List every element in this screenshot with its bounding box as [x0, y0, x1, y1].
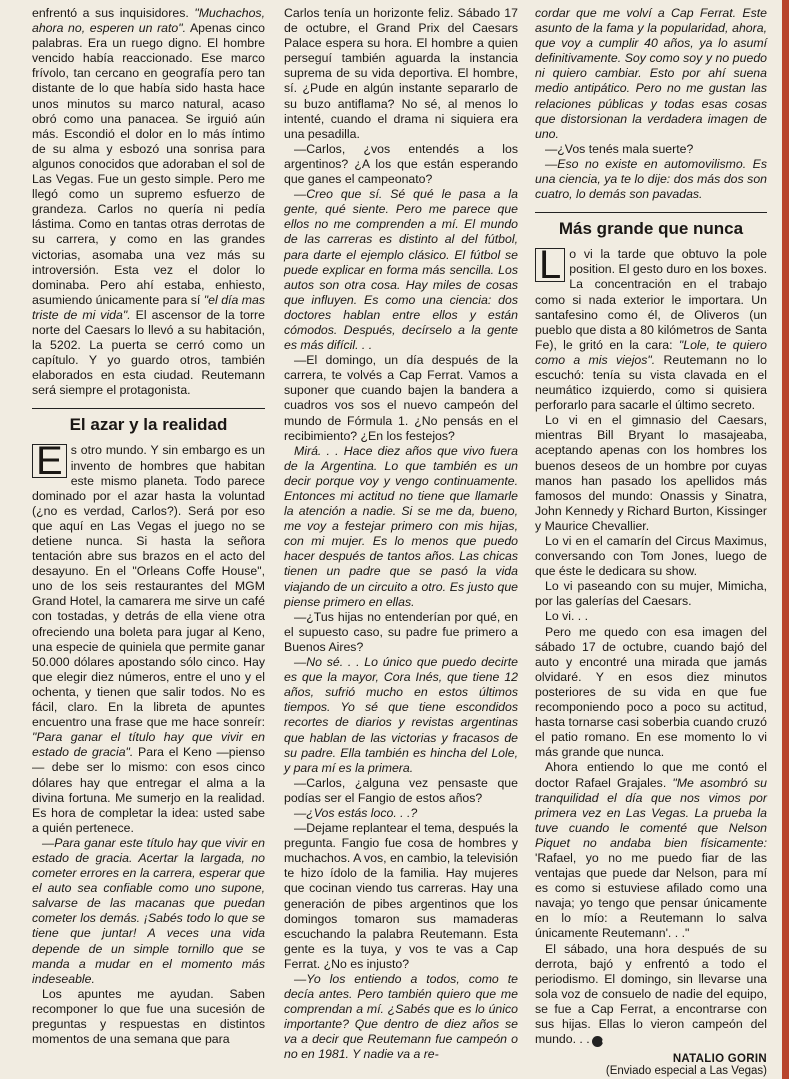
paragraph: L o vi la tarde que obtuvo la pole position. El gesto duro en los boxes. La concentración en el trabajo como si nada exterior le importara. Un santafesino como él, de Oliveros (un pueblo que dista a 80 kilómetros de Santa Fe), le gritó en la cara: "Lole, te quiero como a mis viejos". Reutemann no lo escuchó: tenía su vista clavada en el neumático izquierdo, como si quisiera perforarlo para sacarle el último secreto.: [535, 243, 767, 413]
paragraph: Lo vi en el camarín del Circus Maximus, conversando con Tom Jones, luego de que éste le dedicara su show.: [535, 534, 767, 579]
paragraph: Mirá. . . Hace diez años que vivo fuera de la Argentina. Lo que también es un decir porque voy y vengo continuamente. Entonces mi actitud no tiene que llamarle la atención a nadie. Si se me da, bueno, me voy a festejar primero con mis hijas, con mi mujer. Es lo menos que puedo hacer después de tantos años. Las chicas tienen un padre que se pasó la vida viajando de un circuito a otro. Es justo que piense primero en ellas.: [284, 443, 518, 609]
paragraph: Carlos tenía un horizonte feliz. Sábado 17 de octubre, el Grand Prix del Caesars Palace espera su hora. El hombre a quien perseguí también aguarda la instancia suprema de su vida deportiva. El hombre, sí. ¿Pude en algún instante separarlo de su buzo antiflama? No sé, al menos lo intenté, cuando el drama ni siquiera era una pesadilla.: [284, 6, 518, 141]
author-note: (Enviado especial a Las Vegas): [605, 1065, 767, 1078]
column-3-text: [535, 6, 767, 202]
page-edge-bar: [782, 0, 789, 1079]
paragraph: —Para ganar este título hay que vivir en estado de gracia. Acertar la largada, no cometer errores en la carrera, esperar que el auto sea confiable como uno supone, salvarse de las macanas que puedan cometer los demás. ¡Sabés todo lo que se tiene que juntar! A veces una vida depende de un simple tornillo que se manda a mudar en el momento más indeseable.: [32, 835, 265, 986]
column-1-text-b: [32, 439, 265, 1047]
paragraph: —El domingo, un día después de la carrera, te volvés a Cap Ferrat. Vamos a suponer que cuando bajen la bandera a cuadros vos sos el nuevo campeón del mundo de Fórmula 1. ¿No pensás en el recibimiento? ¿En los festejos?: [284, 353, 518, 443]
paragraph: —¿Vos tenés mala suerte?: [545, 141, 694, 156]
paragraph: Lo vi en el gimnasio del Caesars, mientras Bill Bryant lo masajeaba, aceptando apenas con los hombres los buenos deseos de un hombre por cuyas manos han pasado los apellidos más famosos del mundo: Onassis y Sinatra, John Kennedy y Richard Burton, Kissinger y Maurice Chevallier.: [535, 413, 767, 533]
column-2: [284, 6, 518, 1063]
column-3-text-b: [535, 243, 767, 1047]
paragraph: —¿Vos estás loco. . .?: [294, 805, 418, 820]
drop-cap: E: [32, 444, 67, 478]
end-of-article-icon: ✪: [592, 1036, 603, 1047]
section-heading-azar: El azar y la realidad: [32, 408, 265, 435]
column-1-text: [32, 6, 265, 398]
paragraph: —Carlos, ¿vos entendés a los argentinos? ¿A los que están esperando que ganes el campeonato?: [284, 141, 518, 187]
paragraph: cordar que me volví a Cap Ferrat. Este asunto de la fama y la popularidad, ahora, que voy a cumplir 40 años, ya lo asumí definitivamente. Soy como soy y no puedo ni quiero cambiar. Esto por ahí suena medio antipático. Pero no me gustan las relaciones públicas y todas esas cosas que distorsionan la verdadera imagen de uno.: [535, 6, 767, 141]
paragraph: —Eso no existe en automovilismo. Es una ciencia, ya te lo dije: dos más dos son cuatro, lo demás son pavadas.: [535, 156, 767, 202]
paragraph: —No sé. . . Lo único que puedo decirte es que la mayor, Cora Inés, que tiene 12 años, sufrió mucho en estos últimos tiempos. Yo sé que tiene escondidos recortes de diarios y revistas argentinas que hablan de las victorias y fracasos de su padre. Ella también es hincha del Lole, y para mí es la primera.: [284, 655, 518, 775]
paragraph: —¿Tus hijas no entenderían por qué, en el supuesto caso, su padre fue primero a Buenos Aires?: [284, 609, 518, 654]
paragraph: Lo vi. . .: [545, 609, 589, 624]
paragraph: —Dejame replantear el tema, después la pregunta. Fangio fue cosa de hombres y muchachos. A vos, en cambio, la televisión te hizo ídolo de la familia. Hay mujeres que cocinan viendo tus carreras. Hay una generación de pibes argentinos que los domingos tomaron sus mamaderas escuchando la palabra Reutemann. Esta gente es la tuya, y vos te vas a Cap Ferrat. ¿No es injusto?: [284, 821, 518, 971]
paragraph: Lo vi paseando con su mujer, Mimicha, por las galerías del Caesars.: [535, 579, 767, 609]
paragraph: Pero me quedo con esa imagen del sábado 17 de octubre, cuando bajó del auto y encontré una mirada que jamás olvidaré. Y en esos diez minutos posteriores de su vida en que fue recomponiendo poco a poco su actitud, hasta tornarse casi soberbia cuando cruzó el patio romano. En ese momento lo vi más grande que nunca.: [535, 624, 767, 760]
section-heading-mas-grande: Más grande que nunca: [535, 212, 767, 239]
paragraph: —Yo los entiendo a todos, como te decía antes. Pero también quiero que me comprendan a mí. ¿Sabés que es lo único importante? Que dentro de diez años se va a decir que Reutemann fue campeón o no en 1981. Y nadie va a re-: [284, 972, 518, 1062]
column-1: [32, 6, 265, 1047]
paragraph: E s otro mundo. Y sin embargo es un invento de hombres que habitan este mismo planeta. Todo parece dominado por el azar hasta la voluntad (¿no es verdad, Carlos?). Será por eso que aquí en Las Vegas el juego no se detiene nunca. Si hasta la señora tentación abre sus brazos en el acto del desayuno. En el "Orleans Coffe House", uno de los seis restaurantes del MGM Grand Hotel, la camarera me sirve un café con tostadas, y detrás de ella viene otra ofreciendo una boleta para jugar al Keno, una especie de quiniela que permite ganar 50.000 dólares apostando sólo cinco. Hay que elegir diez números, entre el uno y el ochenta, y tienen que salir todos. No es fácil, claro. En la libreta de apuntes encuentro una frase que me hace sonreír: "Para ganar el título hay que vivir en estado de gracia". Para el Keno —pienso— debe ser lo mismo: con esos cinco dólares hay que entregar el alma a la divina fortuna. Me sumerjo en la realidad. Es hora de completar la idea: usted sabe a quién pertenece.: [32, 439, 265, 835]
column-3: [535, 6, 767, 1077]
paragraph: Ahora entiendo lo que me contó el doctor Rafael Grajales. "Me asombró su tranquilidad el día que nos vimos por primera vez en Las Vegas. La prueba la tuve cuando le comenté que Nelson Piquet no andaba bien físicamente: 'Rafael, yo no me puedo fiar de las ventajas que puede dar Nelson, para mí es como si estuviese afilado como una navaja; yo tengo que pensar únicamente en lo mío: a Reutemann lo salva únicamente Reutemann'. . .": [535, 760, 767, 941]
author-byline: NATALIO GORIN: [672, 1053, 767, 1066]
column-2-text: [284, 6, 518, 1063]
drop-cap: L: [535, 248, 565, 282]
paragraph: enfrentó a sus inquisidores. "Muchachos, ahora no, esperen un rato". Apenas cinco palabras. Era un ruego digno. El hombre vencido había reaccionado. Ese marco frívolo, tan cercano en geografía pero tan distante de lo que había sido hasta hace unos minutos su marco natural, acaso obró como una panacea. Se irguió aún más. Escondió el dolor en lo más íntimo de su alma y esbozó una sonrisa para algunos conocidos que adoraban el sol de Las Vegas. Fue un gesto simple. Pero me llegó como un supremo esfuerzo de grandeza. Carlos no quería ni pedía lástima. Como en tantas otras derrotas de su carrera, y como en las grandes victorias, asomaba una vez más su introversión. Esta vez el dolor lo dominaba. Pero ahí estaba, enhiesto, asumiendo únicamente para sí "el día mas triste de mi vida". El ascensor de la torre norte del Caesars lo llevó a su habitación, la 5202. La puerta se cerró como un capítulo. Y yo guardo otros, también elaborados en esta ciudad. Reutemann será siempre el protagonista.: [32, 6, 265, 398]
paragraph: —Carlos, ¿alguna vez pensaste que podías ser el Fangio de estos años?: [284, 775, 518, 805]
paragraph: El sábado, una hora después de su derrota, bajó y enfrentó a todo el periodismo. El domingo, sin llevarse una sola voz de consuelo de nadie del equipo, se fue a Cap Ferrat, a encontrarse con sus hijas. Ellas lo vieron campeón del mundo. . . ✪: [535, 941, 767, 1047]
paragraph: —Creo que sí. Sé qué le pasa a la gente, qué siente. Pero me parece que ellos no me comprenden a mí. El mundo de las carreras es distinto al del fútbol, para darte el ejemplo clásico. El fútbol se puede explicar en forma más sencilla. Los autos son otra cosa. Hay miles de cosas que influyen. Es como una ciencia: dos doctores hablan entre ellos y están cómodos. Después, decírselo a la gente es más difícil. . .: [284, 187, 518, 353]
paragraph: Los apuntes me ayudan. Saben recomponer lo que fue una sucesión de preguntas y respuestas en distintos momentos de una semana que para: [32, 986, 265, 1047]
